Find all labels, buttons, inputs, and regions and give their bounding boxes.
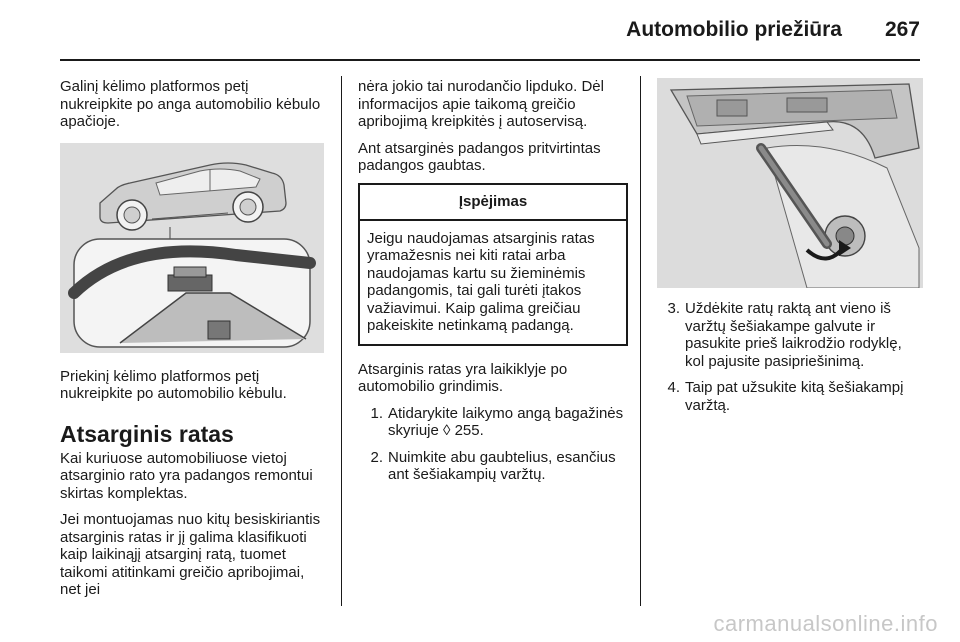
- list-item: [358, 449, 628, 484]
- car-lift-illustration: [60, 143, 324, 353]
- page-header: [0, 0, 960, 60]
- continuation-paragraph: nėra jokio tai nurodančio lipduko. Dėl informacijos apie taikomą greičio apribojimą kreipkitės į autoservisą.: [358, 78, 604, 130]
- car-lift-drawing: [60, 143, 324, 353]
- steps-list: [358, 405, 628, 484]
- column-middle: [358, 78, 628, 484]
- step-text: Taip pat užsukite kitą šešiakampį varžtą.: [685, 379, 904, 414]
- steps-list-continued: [657, 300, 923, 414]
- intro-paragraph: Galinį kėlimo platformos petį nukreipkite po anga automobilio kėbulo apačioje.: [60, 78, 321, 130]
- warning-title: Įspėjimas: [360, 185, 626, 221]
- section-paragraph-1: Kai kuriuose automobiliuose vietoj atsarginio rato yra padangos remontui skirtas komplektas.: [60, 449, 313, 502]
- step-text: Atidarykite laikymo angą bagažinės skyriuje ◊ 255.: [388, 404, 624, 439]
- wheel-wrench-illustration: [657, 78, 923, 288]
- warning-box: [358, 183, 628, 346]
- column-divider: [640, 76, 641, 606]
- list-item: [657, 379, 923, 414]
- step-number: 3.: [667, 300, 680, 317]
- list-item: [657, 300, 923, 370]
- section-paragraph-2: Jei montuojamas nuo kitų besiskiriantis atsarginis ratas ir jį galima klasifikuoti kaip laikinąjį atsarginį ratą, tuomet taikomi atitinkami greičio apribojimai, net jei: [60, 511, 321, 598]
- step-number: 2.: [370, 448, 383, 466]
- step-number: 4.: [667, 379, 680, 396]
- step-text: Uždėkite ratų raktą ant vieno iš varžtų šešiakampe galvute ir pasukite prieš laikrodžio rodyklę, kol pajusite pasipriešinimą.: [685, 300, 902, 370]
- page-number: 267: [884, 18, 920, 41]
- column-right: [657, 78, 923, 414]
- watermark: carmanualsonline.info: [713, 611, 938, 636]
- column-left: [60, 78, 324, 599]
- column-divider: [341, 76, 342, 606]
- cover-paragraph: Ant atsarginės padangos pritvirtintas padangos gaubtas.: [358, 139, 601, 174]
- header-rule: [60, 59, 920, 61]
- wheel-wrench-drawing: [657, 78, 923, 288]
- step-text: Nuimkite abu gaubtelius, esančius ant šešiakampių varžtų.: [388, 448, 616, 483]
- spare-location-paragraph: Atsarginis ratas yra laikiklyje po automobilio grindimis.: [358, 360, 568, 395]
- section-heading: Atsarginis ratas: [60, 420, 234, 447]
- page-title: Automobilio priežiūra: [626, 18, 842, 41]
- list-item: [358, 405, 628, 440]
- warning-text: Jeigu naudojamas atsarginis ratas yramažesnis nei kiti ratai arba naudojamas kartu su žieminėmis padangomis, tai gali turėti įtakos važiavimui. Kaip galima greičiau pakeiskite netinkamą padangą.: [367, 229, 595, 334]
- after-figure-paragraph: Priekinį kėlimo platformos petį nukreipkite po automobilio kėbulu.: [60, 367, 287, 402]
- step-number: 1.: [370, 404, 383, 422]
